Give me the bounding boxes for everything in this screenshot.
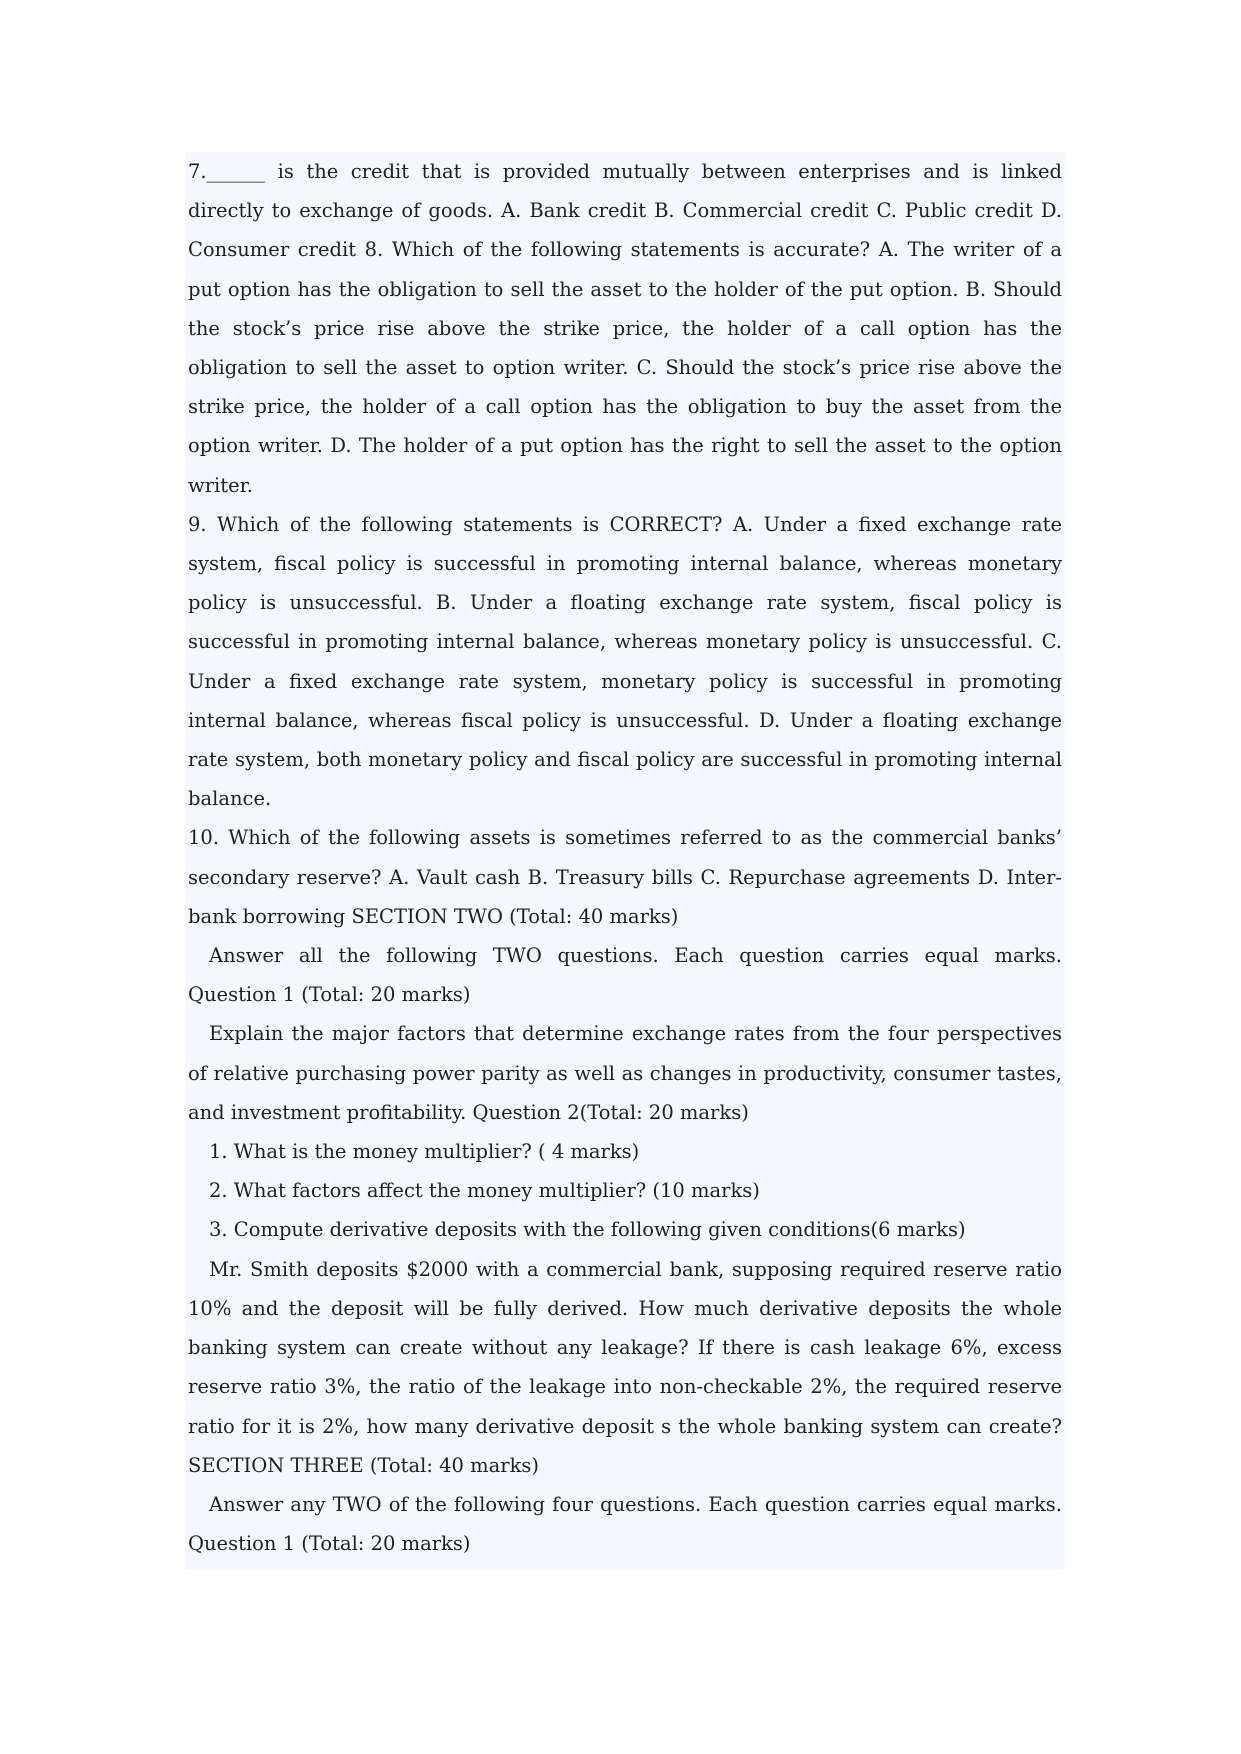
paragraph-questions-7-8: 7.______ is the credit that is provided mutually between enterprises and is linked directly to exchange of goods. A. Bank credit B. Commercial credit C. Public credit D. Consumer credit 8. Which of the following statements is accurate? A. The writer of a put option has the obligation to sell the asset to the holder of the put option. B. Should the stock’s price rise above the strike price, the holder of a call option has the obligation to sell the asset to option writer. C. Should the stock’s price rise above the strike price, the holder of a call option has the obligation to buy the asset from the option writer. D. The holder of a put option has the right to sell the asset to the option writer. xyxy=(188,160,1062,497)
paragraph-question-9: 9. Which of the following statements is CORRECT? A. Under a fixed exchange rate system, fiscal policy is successful in promoting internal balance, whereas monetary policy is unsuccessful. B. Under a floating exchange rate system, fiscal policy is successful in promoting internal balance, whereas monetary policy is unsuccessful. C. Under a fixed exchange rate system, monetary policy is successful in promoting internal balance, whereas fiscal policy is unsuccessful. D. Under a floating exchange rate system, both monetary policy and fiscal policy are successful in promoting internal balance. xyxy=(188,512,1062,811)
list-item-money-multiplier: 1. What is the money multiplier? ( 4 marks) xyxy=(209,1140,640,1164)
paragraph-section-two-instructions: Answer all the following TWO questions. Each question carries equal marks. Question 1 (Total: 20 marks) xyxy=(188,944,1062,1007)
paragraph-smith-deposit-problem: Mr. Smith deposits $2000 with a commercial bank, supposing required reserve ratio 10% and the deposit will be fully derived. How much derivative deposits the whole banking system can create without any leakage? If there is cash leakage 6%, excess reserve ratio 3%, the ratio of the leakage into non-checkable 2%, the required reserve ratio for it is 2%, how many derivative deposit s the whole banking system can create? SECTION THREE (Total: 40 marks) xyxy=(188,1257,1062,1477)
list-item-compute-deposits: 3. Compute derivative deposits with the following given conditions(6 marks) xyxy=(209,1218,966,1242)
document-body xyxy=(185,152,1065,1570)
list-item-multiplier-factors: 2. What factors affect the money multiplier? (10 marks) xyxy=(209,1179,760,1203)
paragraph-section-three-instructions: Answer any TWO of the following four questions. Each question carries equal marks. Question 1 (Total: 20 marks) xyxy=(188,1492,1062,1556)
paragraph-question-10: 10. Which of the following assets is sometimes referred to as the commercial banks’ secondary reserve? A. Vault cash B. Treasury bills C. Repurchase agreements D. Inter-bank borrowing SECTION TWO (Total: 40 marks) xyxy=(188,826,1062,928)
paragraph-question-1-prompt: Explain the major factors that determine exchange rates from the four perspectives of relative purchasing power parity as well as changes in productivity, consumer tastes, and investment profitability. Question 2(Total: 20 marks) xyxy=(188,1022,1062,1124)
